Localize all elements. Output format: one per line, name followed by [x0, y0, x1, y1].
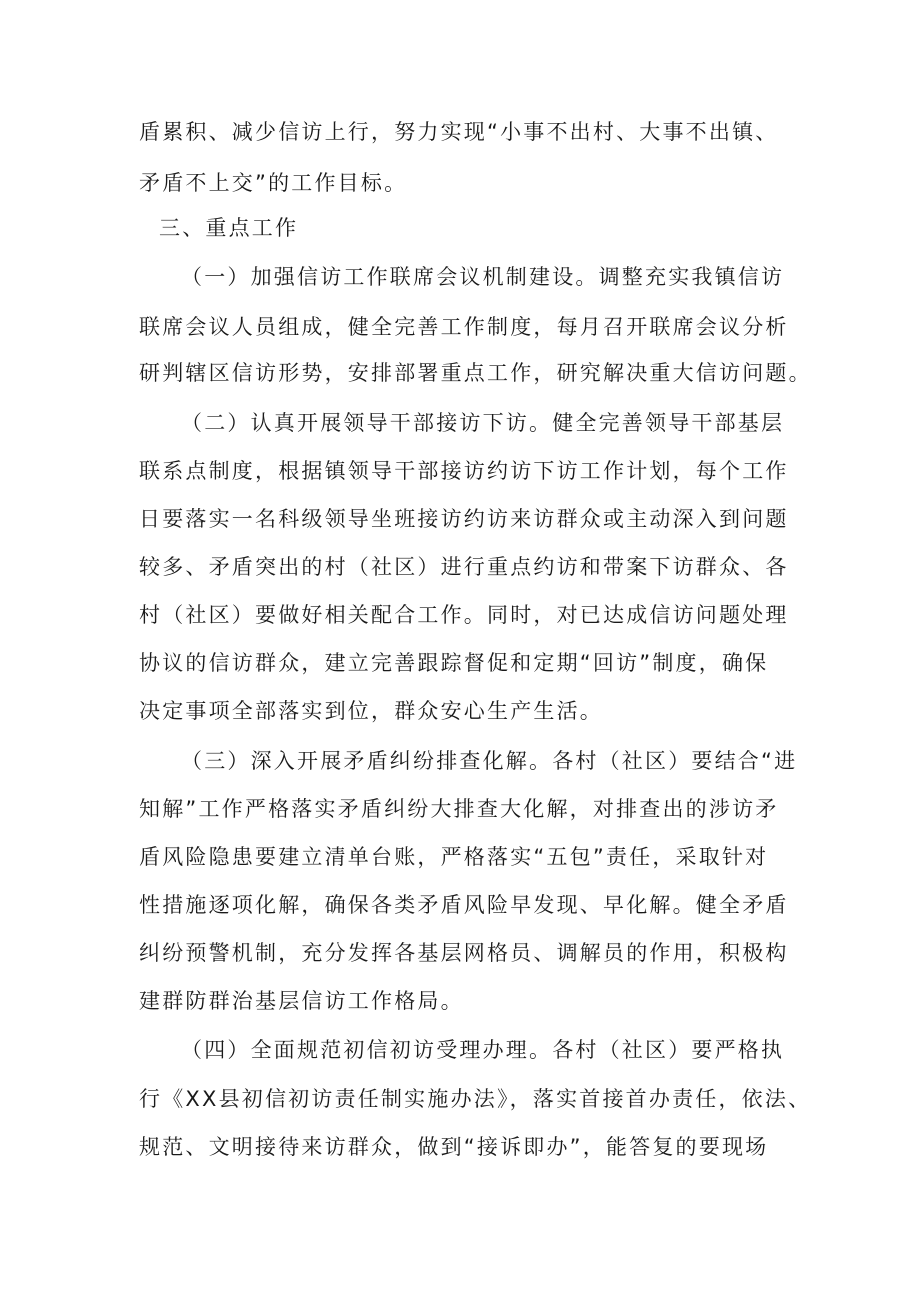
- text-line: 协议的信访群众，建立完善跟踪督促和定期“回访”制度，确保: [139, 651, 769, 675]
- text-line: 矛盾不上交”的工作目标。: [139, 171, 408, 195]
- section-heading: 三、重点工作: [159, 216, 299, 240]
- text-line: （二）认真开展领导干部接访下访。健全完善领导干部基层: [181, 411, 785, 435]
- text-line: 决定事项全部落实到位，群众安心生产生活。: [139, 699, 603, 723]
- text-line: 联系点制度，根据镇领导干部接访约访下访工作计划，每个工作: [139, 459, 789, 483]
- text-line: 知解”工作严格落实矛盾纠纷大排查大化解，对排查出的涉访矛: [139, 797, 779, 821]
- text-line: 较多、矛盾突出的村（社区）进行重点约访和带案下访群众、各: [139, 555, 789, 579]
- text-line: 规范、文明接待来访群众，做到“接诉即办”，能答复的要现场: [139, 1135, 769, 1159]
- text-line: 建群防群治基层信访工作格局。: [139, 989, 464, 1013]
- text-line: （三）深入开展矛盾纠纷排查化解。各村（社区）要结合“进: [181, 749, 798, 773]
- text-line: 盾累积、减少信访上行，努力实现“小事不出村、大事不出镇、: [139, 120, 779, 144]
- text-line: 纠纷预警机制，充分发挥各基层网格员、调解员的作用，积极构: [139, 941, 789, 965]
- text-line: 村（社区）要做好相关配合工作。同时，对已达成信访问题处理: [139, 603, 789, 627]
- text-line: 研判辖区信访形势，安排部署重点工作，研究解决重大信访问题。: [139, 361, 812, 385]
- text-line: 行《XX县初信初访责任制实施办法》，落实首接首办责任，依法、: [139, 1087, 812, 1111]
- text-line: （四）全面规范初信初访受理办理。各村（社区）要严格执: [181, 1038, 785, 1062]
- text-line: 性措施逐项化解，确保各类矛盾风险早发现、早化解。健全矛盾: [139, 893, 789, 917]
- text-line: （一）加强信访工作联席会议机制建设。调整充实我镇信访: [181, 265, 785, 289]
- text-line: 盾风险隐患要建立清单台账，严格落实“五包”责任，采取针对: [139, 845, 769, 869]
- text-line: 联席会议人员组成，健全完善工作制度，每月召开联席会议分析: [139, 315, 789, 339]
- text-line: 日要落实一名科级领导坐班接访约访来访群众或主动深入到问题: [139, 507, 789, 531]
